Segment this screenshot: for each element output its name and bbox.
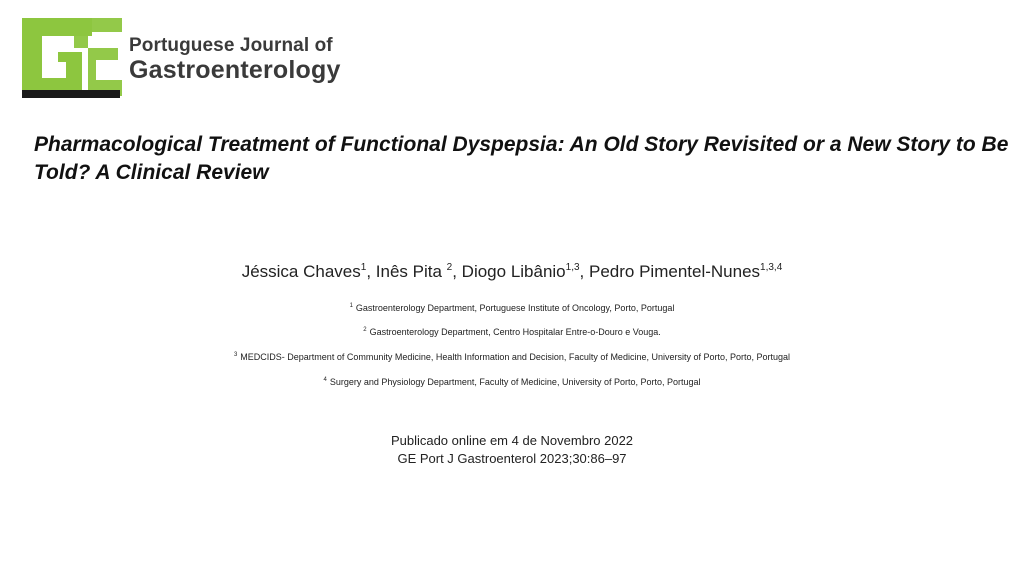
author-affiliation-ref: 1 bbox=[360, 262, 367, 273]
author-separator: , bbox=[366, 262, 376, 281]
affiliation bbox=[0, 377, 1024, 387]
author-affiliation-ref: 1,3,4 bbox=[760, 262, 783, 273]
author-name: Inês Pita bbox=[375, 262, 447, 281]
article-title: Pharmacological Treatment of Functional Dyspepsia: An Old Story Revisited or a New Story to Be Told? A Clinical Review bbox=[34, 133, 1009, 184]
journal-name bbox=[129, 36, 341, 83]
author-affiliation-ref: 1,3 bbox=[565, 262, 580, 273]
affiliation-text: MEDCIDS- Department of Community Medicine, Health Information and Decision, Faculty of Medicine, University of Porto, Porto, Portugal bbox=[240, 352, 791, 362]
author-name: Jéssica Chaves bbox=[241, 262, 361, 281]
author-affiliation-ref: 2 bbox=[446, 262, 453, 273]
author-separator: , bbox=[579, 262, 589, 281]
affiliation bbox=[0, 303, 1024, 313]
affiliation-text: Gastroenterology Department, Portuguese Institute of Oncology, Porto, Portugal bbox=[355, 303, 675, 313]
affiliation bbox=[0, 327, 1024, 337]
publication-date: Publicado online em 4 de Novembro 2022 bbox=[390, 433, 634, 448]
author-name: Pedro Pimentel-Nunes bbox=[589, 262, 761, 281]
affiliation-number: 2 bbox=[363, 327, 367, 333]
affiliation-text: Gastroenterology Department, Centro Hospitalar Entre-o-Douro e Vouga. bbox=[369, 327, 661, 337]
affiliation-number: 3 bbox=[233, 352, 238, 358]
journal-logo bbox=[22, 18, 342, 100]
affiliation-number: 4 bbox=[323, 377, 327, 383]
journal-name-line1: Portuguese Journal of bbox=[129, 35, 333, 56]
affiliation-text: Surgery and Physiology Department, Faculty of Medicine, University of Porto, Porto, Portugal bbox=[329, 377, 701, 387]
author-separator: , bbox=[452, 262, 462, 281]
journal-logo-mark bbox=[22, 18, 122, 100]
affiliation bbox=[0, 352, 1024, 362]
author-list bbox=[0, 262, 1024, 282]
affiliation-number: 1 bbox=[349, 303, 353, 309]
author-name: Diogo Libânio bbox=[461, 262, 566, 281]
citation: GE Port J Gastroenterol 2023;30:86–97 bbox=[397, 451, 627, 466]
journal-name-line2: Gastroenterology bbox=[129, 56, 341, 84]
